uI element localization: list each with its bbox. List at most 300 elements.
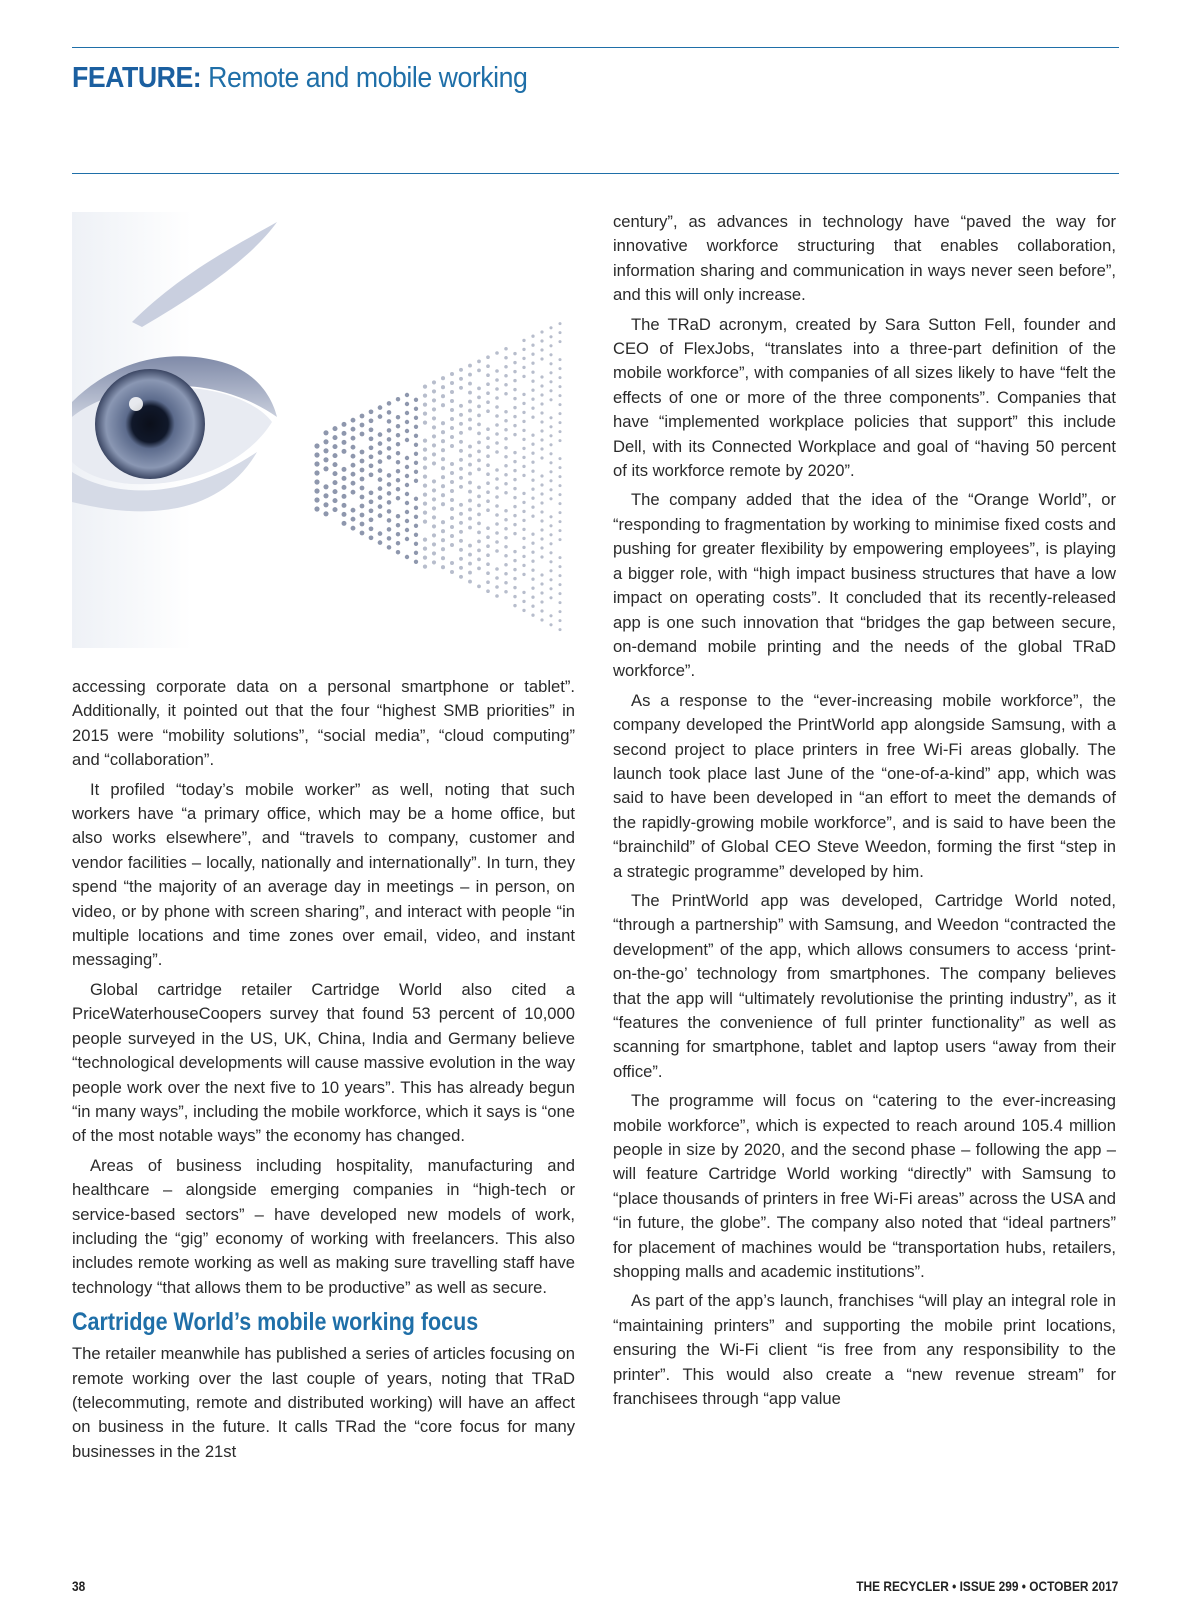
matrix-dot [459,377,463,381]
matrix-dot [477,432,481,436]
matrix-dot [558,358,561,361]
matrix-dot [414,443,418,447]
matrix-dot [495,513,499,517]
matrix-dot [549,524,552,527]
matrix-dot [486,472,490,476]
matrix-dot [495,387,499,391]
matrix-dot [477,360,481,364]
matrix-dot [522,375,525,378]
matrix-dot [432,461,436,465]
matrix-dot [468,553,472,557]
paragraph: As part of the app’s launch, franchises “will play an integral role in “maintaining printers” and supporting the mobile print locations, ensuring the Wi-Fi client “is free from any responsibility to the printer”. This would also create a “new revenue stream” for franchisees through “app value [613,1291,1116,1409]
matrix-dot [540,402,543,405]
matrix-dot [441,529,445,533]
matrix-dot [441,538,445,542]
matrix-dot [504,419,508,423]
matrix-dot [477,387,481,391]
matrix-dot [522,537,525,540]
paragraph: The PrintWorld app was developed, Cartridge World noted, “through a partnership” with Samsung, and Weedon “contracted the development” of the app, which allows consumers to access ‘print-on-the-go’ technology from smartphones. The company believes that the app will “ultimately revolutionise the printing industry”, as it “features the convenience of full printer functionality” as well as scanning for smartphone, tablet and laptop users “away from their office”. [613,890,1116,1081]
matrix-dot [468,508,472,512]
matrix-dot [441,394,445,398]
matrix-dot [414,524,418,528]
matrix-dot [549,569,552,572]
matrix-dot [495,378,499,382]
matrix-dot [414,434,418,438]
matrix-dot [423,555,427,559]
matrix-dot [323,439,328,444]
matrix-dot [558,511,561,514]
matrix-dot [549,470,552,473]
matrix-dot [432,389,436,393]
matrix-dot [360,450,365,455]
matrix-dot [342,467,347,472]
matrix-dot [450,480,454,484]
matrix-dot [549,371,552,374]
matrix-dot [323,493,328,498]
matrix-dot [477,468,481,472]
matrix-dot [405,519,409,523]
matrix-dot [504,410,508,414]
matrix-dot [405,465,409,469]
matrix-dot [531,479,534,482]
matrix-dot [513,478,516,481]
matrix-dot [495,531,499,535]
matrix-dot [513,586,516,589]
matrix-dot [531,560,534,563]
matrix-dot [332,444,337,449]
matrix-dot [378,540,383,545]
matrix-dot [450,462,454,466]
matrix-dot [360,513,365,518]
matrix-dot [513,433,516,436]
matrix-dot [459,539,463,543]
matrix-dot [558,520,561,523]
matrix-dot [540,492,543,495]
matrix-dot [378,495,383,500]
matrix-dot [423,474,427,478]
matrix-dot [468,544,472,548]
matrix-dot [432,416,436,420]
matrix-dot [540,483,543,486]
matrix-dot [558,574,561,577]
matrix-dot [486,382,490,386]
matrix-dot [531,443,534,446]
matrix-dot [423,384,427,388]
matrix-dot [486,364,490,368]
matrix-dot [531,497,534,500]
matrix-dot [468,571,472,575]
matrix-dot [432,515,436,519]
matrix-dot [495,504,499,508]
matrix-dot [540,519,543,522]
matrix-dot [468,445,472,449]
matrix-dot [423,492,427,496]
matrix-dot [432,452,436,456]
matrix-dot [441,385,445,389]
matrix-dot [405,537,409,541]
matrix-dot [351,427,356,432]
matrix-dot [540,357,543,360]
matrix-dot [414,479,418,483]
matrix-dot [369,463,374,468]
matrix-dot [540,384,543,387]
matrix-dot [504,518,508,522]
matrix-dot [432,497,436,501]
matrix-dot [549,389,552,392]
matrix-dot [477,486,481,490]
matrix-dot [396,442,400,446]
matrix-dot [423,510,427,514]
matrix-dot [432,551,436,555]
matrix-dot [323,430,328,435]
matrix-dot [477,450,481,454]
matrix-dot [513,379,516,382]
matrix-dot [432,407,436,411]
matrix-dot [522,555,525,558]
matrix-dot [369,427,374,432]
matrix-dot [314,497,319,502]
matrix-dot [522,519,525,522]
matrix-dot [513,424,516,427]
matrix-dot [558,538,561,541]
matrix-dot [540,438,543,441]
matrix-dot [477,414,481,418]
matrix-dot [450,543,454,547]
matrix-dot [432,488,436,492]
matrix-dot [450,534,454,538]
matrix-dot [360,423,365,428]
matrix-dot [531,470,534,473]
matrix-dot [549,560,552,563]
matrix-dot [369,499,374,504]
matrix-dot [332,471,337,476]
matrix-dot [513,595,516,598]
section-label: FEATURE: [72,62,202,94]
matrix-dot [504,446,508,450]
matrix-dot [332,498,337,503]
matrix-dot [477,423,481,427]
matrix-dot [405,393,409,397]
matrix-dot [558,385,561,388]
matrix-dot [396,460,400,464]
matrix-dot [459,476,463,480]
matrix-dot [414,452,418,456]
matrix-dot [558,583,561,586]
matrix-dot [450,417,454,421]
matrix-dot [513,505,516,508]
matrix-dot [558,484,561,487]
matrix-dot [549,596,552,599]
matrix-dot [432,398,436,402]
matrix-dot [378,486,383,491]
matrix-dot [477,513,481,517]
matrix-dot [531,434,534,437]
matrix-dot [495,567,499,571]
matrix-dot [549,461,552,464]
matrix-dot [432,479,436,483]
matrix-dot [540,600,543,603]
matrix-dot [387,545,392,550]
matrix-dot [387,518,392,523]
matrix-dot [531,605,534,608]
matrix-dot [504,491,508,495]
matrix-dot [468,526,472,530]
matrix-dot [477,504,481,508]
matrix-dot [360,495,365,500]
matrix-dot [396,478,400,482]
matrix-dot [342,521,347,526]
matrix-dot [504,428,508,432]
matrix-dot [540,330,543,333]
matrix-dot [459,503,463,507]
matrix-dot [558,628,561,631]
matrix-dot [314,470,319,475]
matrix-dot [558,601,561,604]
matrix-dot [531,407,534,410]
matrix-dot [513,469,516,472]
matrix-dot [495,549,499,553]
paragraph: It profiled “today’s mobile worker” as well, noting that such workers have “a primary office, which may be a home office, but also works elsewhere”, and “travels to company, customer and vendor facilities – locally, nationally and internationally”. In turn, they spend “the majority of an average day in meetings – in person, on video, or by phone with screen sharing”, and interact with people “in multiple locations and time zones over email, video, and instant messaging”. [72,779,575,970]
matrix-dot [360,432,365,437]
matrix-dot [549,443,552,446]
matrix-dot [342,512,347,517]
matrix-dot [495,441,499,445]
matrix-dot [342,485,347,490]
matrix-dot [323,457,328,462]
matrix-dot [468,373,472,377]
matrix-dot [369,517,374,522]
matrix-dot [504,473,508,477]
matrix-dot [486,427,490,431]
matrix-dot [414,461,418,465]
matrix-dot [450,489,454,493]
matrix-dot [450,426,454,430]
matrix-dot [495,585,499,589]
paragraph: The programme will focus on “catering to the ever-increasing mobile workforce”, which is expected to reach around 105.4 million people in size by 2020, and the second phase – following the app – will feature Cartridge World working “directly” with Samsung to “place thousands of printers in free Wi-Fi areas” across the USA and “in future, the globe”. The company also noted that “ideal partners” for placement of machines would be “transportation hubs, retailers, shopping malls and academic institutions”. [613,1091,1116,1282]
matrix-dot [387,455,392,460]
matrix-dot [423,465,427,469]
matrix-dot [450,399,454,403]
matrix-dot [423,456,427,460]
matrix-dot [387,482,392,487]
matrix-dot [486,373,490,377]
matrix-dot [522,438,525,441]
matrix-dot [468,463,472,467]
matrix-dot [486,454,490,458]
matrix-dot [332,489,337,494]
matrix-dot [486,544,490,548]
matrix-dot [549,578,552,581]
matrix-dot [558,493,561,496]
matrix-dot [351,490,356,495]
matrix-dot [432,542,436,546]
matrix-dot [495,432,499,436]
matrix-dot [423,411,427,415]
matrix-dot [513,406,516,409]
matrix-dot [369,535,374,540]
matrix-dot [423,537,427,541]
matrix-dot [396,451,400,455]
matrix-dot [360,414,365,419]
matrix-dot [531,416,534,419]
matrix-dot [558,430,561,433]
matrix-dot [513,487,516,490]
matrix-dot [486,409,490,413]
matrix-dot [423,483,427,487]
matrix-dot [450,516,454,520]
matrix-dot [504,374,508,378]
matrix-dot [477,531,481,535]
matrix-dot [342,449,347,454]
matrix-dot [351,445,356,450]
matrix-dot [396,532,400,536]
matrix-dot [441,430,445,434]
matrix-dot [423,501,427,505]
matrix-dot [342,431,347,436]
matrix-dot [495,423,499,427]
matrix-dot [513,460,516,463]
matrix-dot [414,407,418,411]
matrix-dot [387,473,392,478]
matrix-dot [396,496,400,500]
matrix-dot [504,347,508,351]
matrix-dot [351,418,356,423]
matrix-dot [513,451,516,454]
matrix-dot [432,425,436,429]
matrix-dot [495,594,499,598]
matrix-dot [369,508,374,513]
matrix-dot [495,414,499,418]
matrix-dot [387,491,392,496]
matrix-dot [414,560,418,564]
right-column [613,210,1116,1417]
matrix-dot [459,413,463,417]
matrix-dot [540,348,543,351]
matrix-dot [558,331,561,334]
matrix-dot [558,394,561,397]
matrix-dot [323,484,328,489]
matrix-dot [369,418,374,423]
paragraph: The retailer meanwhile has published a series of articles focusing on remote working over the last couple of years, noting that TRaD (telecommuting, remote and distributed working) will have an affect on business in the future. It calls TRad the “core focus for many businesses in the 21st [72,1344,575,1461]
matrix-dot [423,402,427,406]
matrix-dot [405,411,409,415]
matrix-dot [477,369,481,373]
matrix-dot [459,368,463,372]
matrix-dot [396,433,400,437]
matrix-dot [396,550,400,554]
matrix-dot [540,573,543,576]
matrix-dot [459,512,463,516]
matrix-dot [522,492,525,495]
matrix-dot [378,468,383,473]
matrix-dot [504,509,508,513]
matrix-dot [441,484,445,488]
matrix-dot [459,386,463,390]
matrix-dot [540,591,543,594]
matrix-dot [378,450,383,455]
paragraph: Areas of business including hospitality, manufacturing and healthcare – alongside emerging companies in “high-tech or service-based sectors” – have developed new models of work, including the “gig” economy of working with freelancers. This also includes remote working as well as making sure travelling staff have technology “that allows them to be productive” as well as secure. [72,1155,575,1297]
matrix-dot [405,555,409,559]
matrix-dot [513,577,516,580]
matrix-dot [540,447,543,450]
matrix-dot [531,515,534,518]
matrix-dot [459,548,463,552]
matrix-dot [549,533,552,536]
matrix-dot [540,555,543,558]
matrix-dot [477,459,481,463]
matrix-dot [513,370,516,373]
paragraph: century”, as advances in technology have “paved the way for innovative workforce structuring that enables collaboration, information sharing and communication in ways never seen before”, and this will only increase. [613,212,1116,305]
matrix-dot [414,425,418,429]
matrix-dot [477,585,481,589]
matrix-dot [468,562,472,566]
matrix-dot [387,527,392,532]
matrix-dot [513,415,516,418]
matrix-dot [459,404,463,408]
matrix-dot [486,481,490,485]
matrix-dot [459,557,463,561]
matrix-dot [495,495,499,499]
matrix-dot [549,326,552,329]
matrix-dot [468,427,472,431]
matrix-dot [540,510,543,513]
matrix-dot [396,523,400,527]
matrix-dot [495,405,499,409]
matrix-dot [414,470,418,474]
matrix-dot [387,428,392,433]
matrix-dot [396,415,400,419]
matrix-dot [314,452,319,457]
matrix-dot [459,458,463,462]
matrix-dot [378,531,383,536]
matrix-dot [504,455,508,459]
matrix-dot [396,487,400,491]
matrix-dot [531,362,534,365]
matrix-dot [468,382,472,386]
matrix-dot [513,397,516,400]
top-rule [72,47,1119,48]
matrix-dot [486,436,490,440]
paragraph: The TRaD acronym, created by Sara Sutton Fell, founder and CEO of FlexJobs, “translates into a three-part definition of the mobile workforce”, with companies of all sizes likely to have “felt the effects of one or more of the three components”. Companies that have “implemented workplace policies that support” this include Dell, with its Connected Workplace and goal of “having 50 percent of its workforce remote by 2020”. [613,314,1116,481]
matrix-dot [387,500,392,505]
paragraph: accessing corporate data on a personal smartphone or tablet”. Additionally, it pointed out that the four “highest SMB priorities” in 2015 were “mobility solutions”, “social media”, “cloud computing” and “collaboration”. [72,677,575,770]
matrix-dot [558,412,561,415]
matrix-dot [477,522,481,526]
matrix-dot [423,393,427,397]
matrix-dot [549,587,552,590]
matrix-dot [423,519,427,523]
matrix-dot [387,419,392,424]
matrix-dot [531,587,534,590]
matrix-dot [540,420,543,423]
matrix-dot [405,456,409,460]
matrix-dot [558,376,561,379]
matrix-dot [549,497,552,500]
paragraph: As a response to the “ever-increasing mobile workforce”, the company developed the PrintWorld app alongside Samsung, with a second project to place printers in free Wi-Fi areas globally. The launch took place last June of the “one-of-a-kind” app, which was said to have been developed in “an effort to meet the demands of the rapidly-growing mobile workforce”, and is said to have been the “brainchild” of Global CEO Steve Weedon, forming the first “step in a strategic programme” developed by him. [613,690,1116,881]
matrix-dot [405,483,409,487]
matrix-dot [522,609,525,612]
matrix-dot [314,479,319,484]
matrix-dot [522,573,525,576]
matrix-dot [495,369,499,373]
matrix-dot [378,405,383,410]
matrix-dot [360,504,365,509]
matrix-dot [441,448,445,452]
matrix-dot [360,468,365,473]
matrix-dot [513,388,516,391]
matrix-dot [323,448,328,453]
matrix-dot [323,502,328,507]
